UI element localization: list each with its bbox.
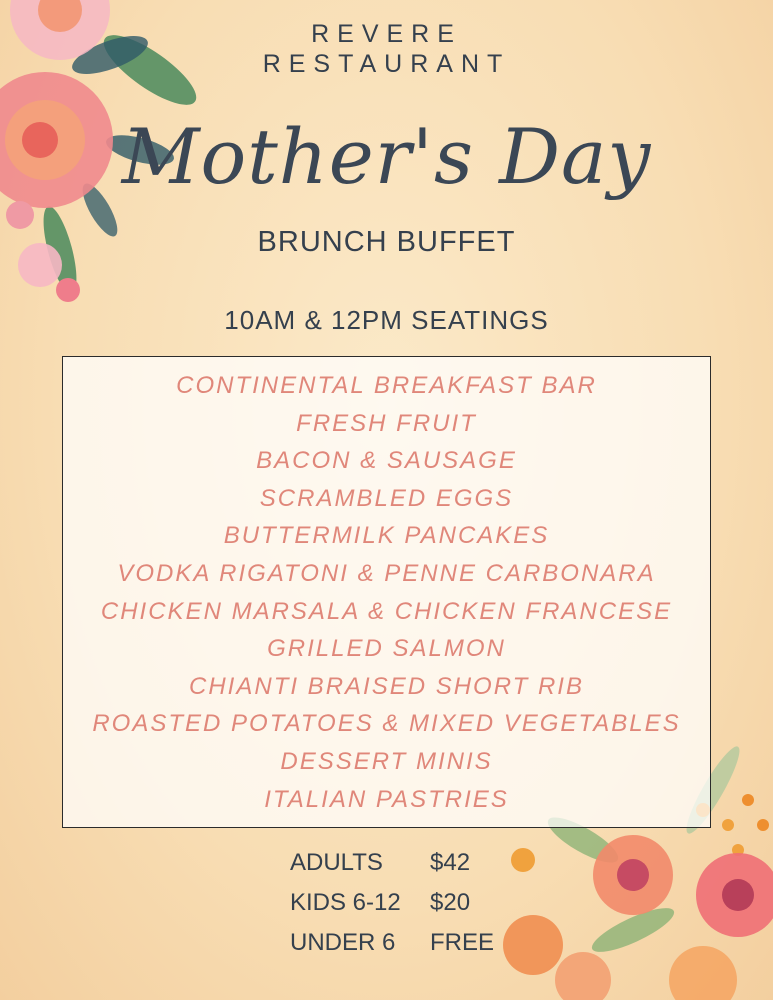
menu-item: FRESH FRUIT: [296, 409, 477, 437]
price-row: [290, 843, 494, 883]
price-row: [290, 883, 494, 923]
menu-item: BACON & SAUSAGE: [256, 447, 517, 475]
menu-item: CHIANTI BRAISED SHORT RIB: [189, 672, 584, 700]
menu-item: CHICKEN MARSALA & CHICKEN FRANCESE: [100, 597, 673, 625]
menu-item: BUTTERMILK PANCAKES: [223, 522, 550, 550]
menu-list: [63, 357, 710, 818]
price-list: [290, 843, 494, 963]
menu-item: ITALIAN PASTRIES: [264, 785, 509, 813]
menu-item: ROASTED POTATOES & MIXED VEGETABLES: [92, 710, 681, 738]
seatings-text: 10AM & 12PM SEATINGS: [224, 305, 549, 335]
menu-item: DESSERT MINIS: [280, 747, 493, 775]
menu-item: GRILLED SALMON: [267, 635, 506, 663]
price-row: [290, 923, 494, 963]
price-label: KIDS 6-12: [290, 889, 401, 916]
price-value: FREE: [430, 929, 495, 956]
menu-item: VODKA RIGATONI & PENNE CARBONARA: [117, 559, 656, 587]
page-title: Mother's Day: [121, 112, 652, 201]
price-value: $42: [430, 849, 471, 876]
page-subtitle: BRUNCH BUFFET: [257, 226, 516, 258]
restaurant-name-line1: REVERE: [311, 20, 462, 48]
restaurant-name-line2: RESTAURANT: [262, 50, 511, 78]
menu-box: [62, 356, 711, 828]
menu-item: SCRAMBLED EGGS: [259, 484, 514, 512]
menu-item: CONTINENTAL BREAKFAST BAR: [176, 372, 597, 399]
price-value: $20: [430, 889, 471, 916]
price-label: ADULTS: [290, 849, 383, 876]
price-label: UNDER 6: [290, 929, 396, 956]
